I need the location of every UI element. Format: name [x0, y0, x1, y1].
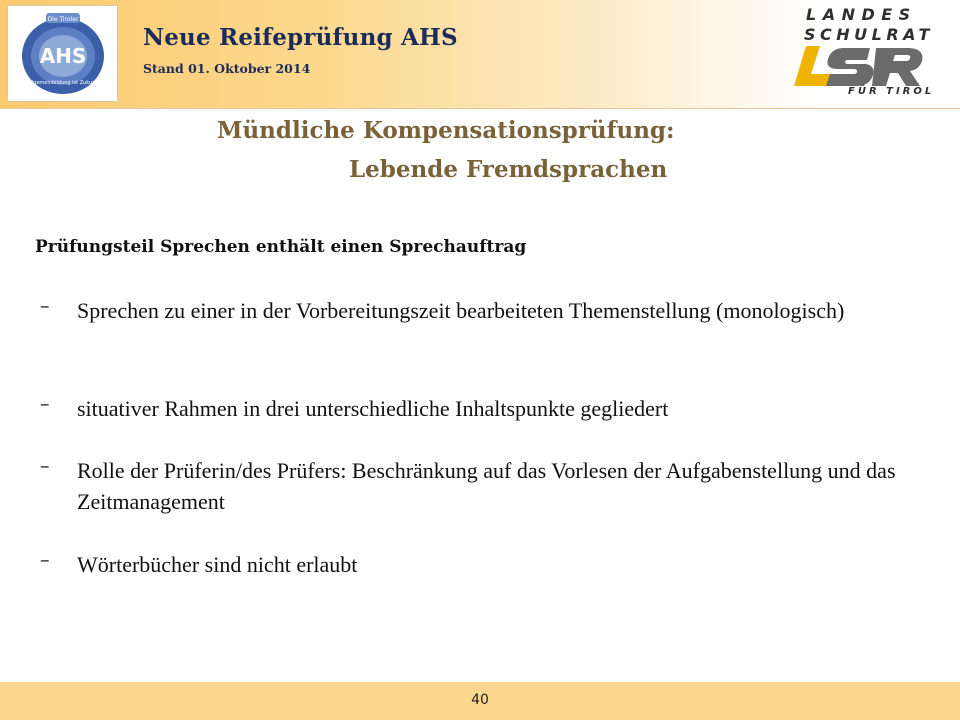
- badge-ring-text: Allgemeinbildung ist Zukunft: [26, 80, 100, 86]
- section-heading: Prüfungsteil Sprechen enthält einen Sprechauftrag: [35, 237, 527, 257]
- page-number: 40: [471, 692, 489, 708]
- header-title: Neue Reifeprüfung AHS: [143, 24, 458, 51]
- bullet-text: Wörterbücher sind nicht erlaubt: [77, 552, 358, 577]
- bullet-text: situativer Rahmen in drei unterschiedliche Inhaltspunkte gegliedert: [77, 396, 669, 421]
- bullet-dash: –: [40, 549, 50, 571]
- main-title-line-1: Mündliche Kompensationsprüfung:: [217, 117, 675, 144]
- bullet-dash: –: [40, 455, 50, 477]
- bullet-text: Rolle der Prüferin/des Prüfers: Beschränkung auf das Vorlesen der Aufgabenstellung und das Zeitmanagement: [77, 458, 896, 514]
- main-title-line-2: Lebende Fremdsprachen: [349, 156, 668, 183]
- ahs-badge-icon: [7, 5, 118, 102]
- lsr-logo-icon: [792, 4, 940, 106]
- logo-line-3: FÜR TIROL: [848, 86, 935, 97]
- logo-line-1: LANDES: [806, 5, 917, 24]
- bullet-dash: –: [40, 295, 50, 317]
- badge-top-text: Die Tiroler: [47, 16, 79, 23]
- header-band: [0, 0, 960, 109]
- header-subtitle: Stand 01. Oktober 2014: [143, 61, 311, 76]
- bullet-text: Sprechen zu einer in der Vorbereitungszeit bearbeiteten Themenstellung (monologisch): [77, 298, 845, 323]
- bullet-dash: –: [40, 393, 50, 415]
- badge-center-text: AHS: [39, 44, 87, 68]
- footer-bar: [0, 682, 960, 720]
- lsr-mark-graphic: [792, 44, 940, 88]
- logo-line-2: SCHULRAT: [804, 25, 934, 44]
